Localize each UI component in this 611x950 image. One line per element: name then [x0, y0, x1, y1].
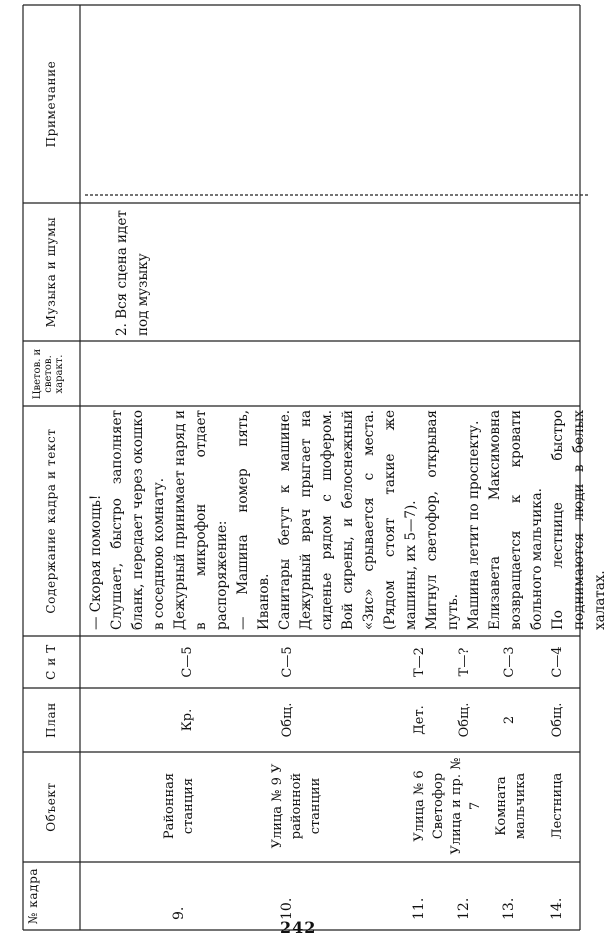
row-object: Улица и пр. № 7 — [449, 757, 483, 855]
header-sit: С и Т — [44, 644, 58, 680]
scene-content-text: — Скорая помощь! Слушает, быстро заполняет бланк, передает через окошко в соседнюю комнату. Дежурный принимает наряд и в микрофон отдает распоряжение: — Машина номер пять, Иванов. Санитары бегут к машине. Дежурный врач прыгает на сиденье рядом с шофером. Вой сирены, и белоснежный «Зис» срывается с места. (Рядом стоят такие же машины, их 5—7). Мигнул светофор, открывая путь. Машина летит по проспекту. Елизавета Максимовна возвращается к кровати больного мальчика. По лестнице быстро поднимаются люди в белых халатах. — [88, 410, 608, 630]
row-num: 9. — [171, 906, 187, 920]
music-note-text: 2. Вся сцена идет под музыку — [114, 210, 151, 336]
row-object: Комната мальчика — [494, 772, 528, 840]
row-num: 11. — [411, 897, 427, 920]
row-sit: С—3 — [502, 646, 517, 678]
header-color: Цветов. и светов. характ. — [32, 348, 65, 400]
row-object: Лестница — [550, 772, 565, 840]
row-num: 12. — [456, 897, 472, 920]
row-num: 14. — [549, 897, 565, 920]
header-content: Содержание кадра и текст — [44, 428, 58, 614]
row-plan: Общ. — [550, 702, 565, 738]
row-sit: С—5 — [180, 646, 195, 678]
row-plan: 2 — [502, 715, 517, 725]
row-sit: Т—? — [457, 647, 472, 677]
row-plan: Общ. — [280, 702, 295, 738]
row-plan: Кр. — [180, 708, 195, 732]
row-object: Районная станция — [162, 772, 196, 840]
header-object: Объект — [44, 782, 58, 832]
row-num: 13. — [501, 897, 517, 920]
row-sit: Т—2 — [412, 647, 427, 677]
header-num: № кадра — [26, 867, 40, 925]
header-plan: План — [44, 702, 58, 738]
row-object: Улица № 9 У районной станции — [270, 763, 323, 849]
row-sit: С—5 — [280, 646, 295, 678]
row-sit: С—4 — [550, 646, 565, 678]
row-plan: Общ. — [457, 702, 472, 738]
header-music: Музыка и шумы — [44, 216, 58, 328]
row-plan: Дет. — [412, 705, 427, 735]
row-object: Улица № 6 Светофор — [412, 770, 446, 842]
page-number: 242 — [280, 918, 317, 937]
header-note: Примечание — [44, 60, 58, 148]
row-num: 10. — [279, 897, 295, 920]
